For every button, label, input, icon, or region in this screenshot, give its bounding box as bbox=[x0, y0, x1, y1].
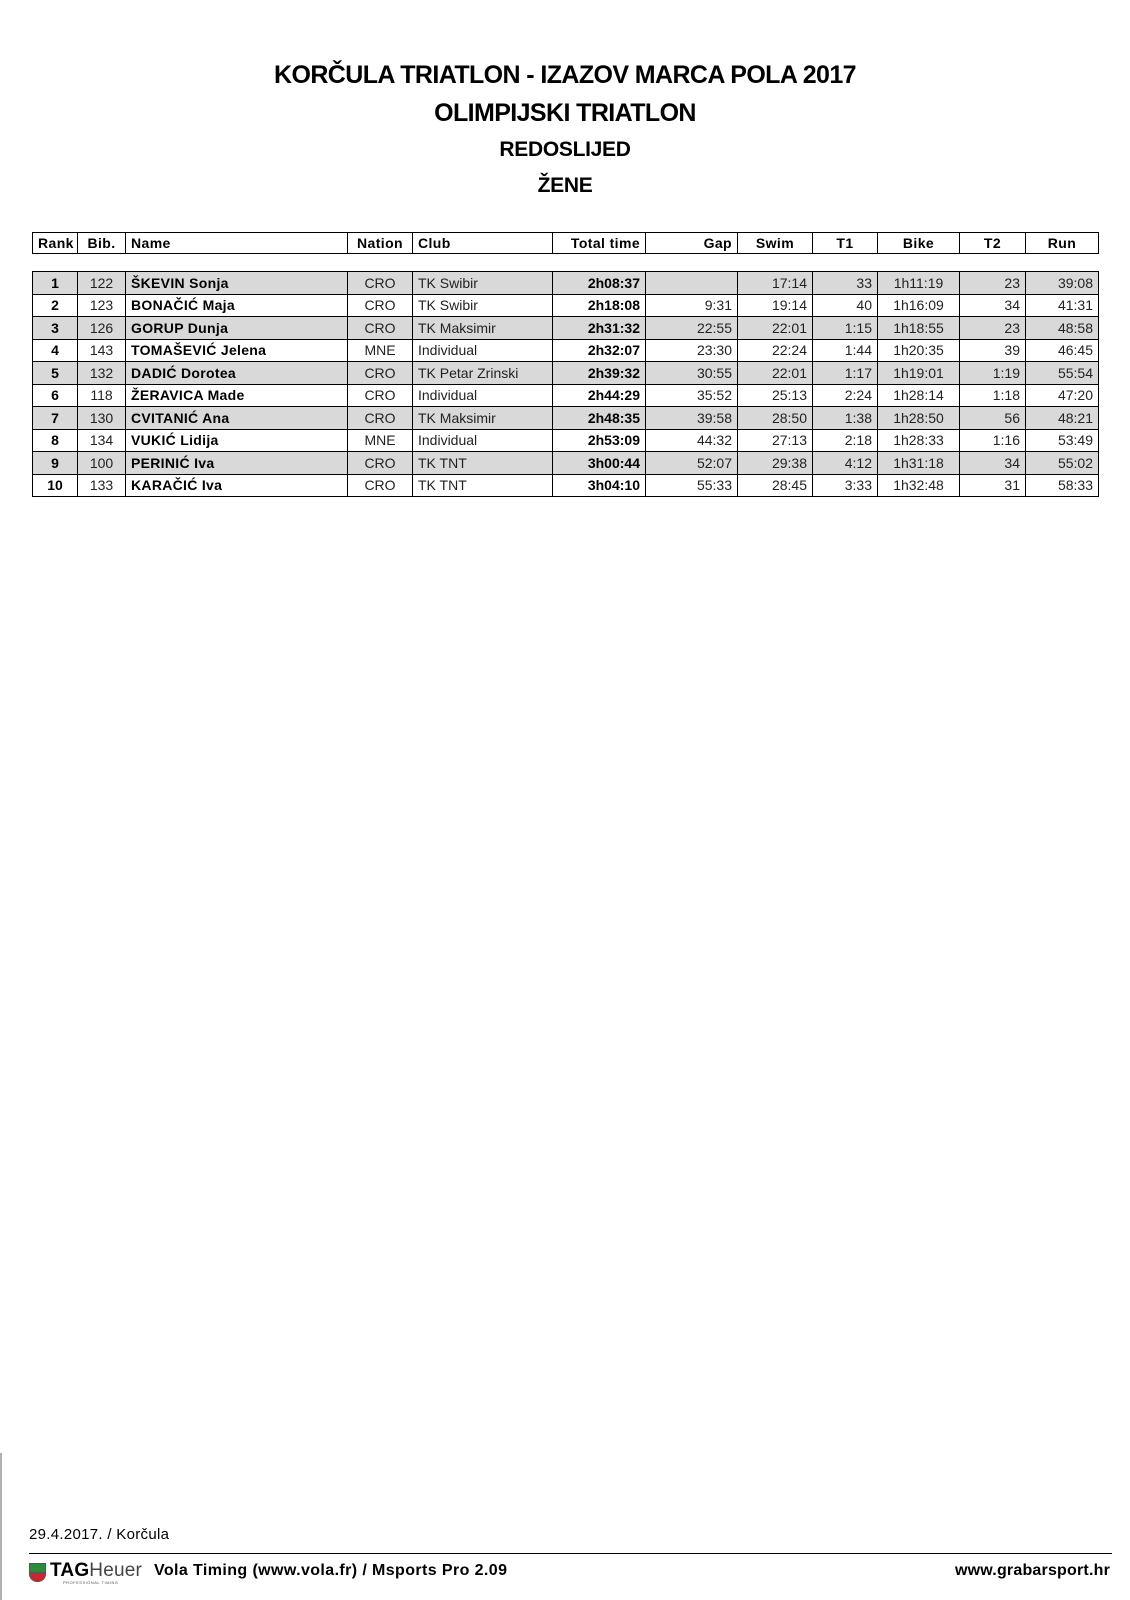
cell-rank: 10 bbox=[33, 474, 78, 497]
cell-swim: 22:01 bbox=[738, 362, 813, 385]
cell-total-time: 2h39:32 bbox=[553, 362, 646, 385]
cell-t1: 1:38 bbox=[813, 407, 878, 430]
page-edge-line bbox=[0, 1453, 2, 1600]
cell-rank: 2 bbox=[33, 294, 78, 317]
cell-run: 47:20 bbox=[1026, 384, 1099, 407]
cell-gap: 23:30 bbox=[646, 339, 738, 362]
cell-run: 41:31 bbox=[1026, 294, 1099, 317]
cell-swim: 22:01 bbox=[738, 317, 813, 340]
cell-t1: 40 bbox=[813, 294, 878, 317]
cell-t2: 1:19 bbox=[960, 362, 1026, 385]
cell-total-time: 3h00:44 bbox=[553, 452, 646, 475]
cell-t2: 31 bbox=[960, 474, 1026, 497]
cell-gap: 22:55 bbox=[646, 317, 738, 340]
cell-run: 48:21 bbox=[1026, 407, 1099, 430]
cell-bike: 1h28:33 bbox=[878, 429, 960, 452]
table-row bbox=[33, 317, 1099, 340]
cell-swim: 27:13 bbox=[738, 429, 813, 452]
cell-swim: 22:24 bbox=[738, 339, 813, 362]
tag-heuer-shield-icon bbox=[29, 1563, 46, 1583]
cell-bib: 133 bbox=[78, 474, 126, 497]
cell-nation: MNE bbox=[348, 429, 413, 452]
cell-t1: 4:12 bbox=[813, 452, 878, 475]
software-credit: Vola Timing (www.vola.fr) / Msports Pro 2.09 bbox=[154, 1562, 508, 1579]
col-rank: Rank bbox=[33, 233, 78, 254]
cell-nation: CRO bbox=[348, 384, 413, 407]
col-club: Club bbox=[413, 233, 553, 254]
col-run: Run bbox=[1026, 233, 1099, 254]
cell-t2: 23 bbox=[960, 272, 1026, 295]
cell-bike: 1h28:50 bbox=[878, 407, 960, 430]
cell-name: PERINIĆ Iva bbox=[126, 452, 348, 475]
cell-club: Individual bbox=[413, 429, 553, 452]
cell-bike: 1h32:48 bbox=[878, 474, 960, 497]
cell-name: BONAČIĆ Maja bbox=[126, 294, 348, 317]
cell-t1: 2:18 bbox=[813, 429, 878, 452]
cell-name: VUKIĆ Lidija bbox=[126, 429, 348, 452]
cell-swim: 28:50 bbox=[738, 407, 813, 430]
cell-gap: 52:07 bbox=[646, 452, 738, 475]
footer bbox=[29, 1558, 1112, 1588]
cell-total-time: 2h08:37 bbox=[553, 272, 646, 295]
cell-t1: 33 bbox=[813, 272, 878, 295]
cell-run: 55:54 bbox=[1026, 362, 1099, 385]
cell-bike: 1h20:35 bbox=[878, 339, 960, 362]
footer-divider bbox=[29, 1553, 1112, 1554]
col-total-time: Total time bbox=[553, 233, 646, 254]
cell-name: GORUP Dunja bbox=[126, 317, 348, 340]
cell-club: TK TNT bbox=[413, 452, 553, 475]
table-row bbox=[33, 452, 1099, 475]
col-gap: Gap bbox=[646, 233, 738, 254]
cell-name: DADIĆ Dorotea bbox=[126, 362, 348, 385]
event-title: KORČULA TRIATLON - IZAZOV MARCA POLA 2017 bbox=[274, 61, 856, 89]
table-row bbox=[33, 272, 1099, 295]
cell-t2: 23 bbox=[960, 317, 1026, 340]
cell-run: 55:02 bbox=[1026, 452, 1099, 475]
cell-gap: 44:32 bbox=[646, 429, 738, 452]
tag-heuer-logo bbox=[29, 1561, 153, 1589]
table-row bbox=[33, 294, 1099, 317]
cell-swim: 17:14 bbox=[738, 272, 813, 295]
cell-club: TK Swibir bbox=[413, 294, 553, 317]
cell-name: ŽERAVICA Made bbox=[126, 384, 348, 407]
cell-gap bbox=[646, 272, 738, 295]
cell-rank: 4 bbox=[33, 339, 78, 362]
table-row bbox=[33, 384, 1099, 407]
table-row bbox=[33, 407, 1099, 430]
cell-run: 46:45 bbox=[1026, 339, 1099, 362]
cell-bib: 134 bbox=[78, 429, 126, 452]
cell-gap: 30:55 bbox=[646, 362, 738, 385]
cell-bib: 122 bbox=[78, 272, 126, 295]
cell-rank: 8 bbox=[33, 429, 78, 452]
cell-t1: 2:24 bbox=[813, 384, 878, 407]
cell-t2: 39 bbox=[960, 339, 1026, 362]
website-link[interactable]: www.grabarsport.hr bbox=[954, 1562, 1110, 1579]
cell-run: 39:08 bbox=[1026, 272, 1099, 295]
cell-total-time: 2h48:35 bbox=[553, 407, 646, 430]
cell-nation: CRO bbox=[348, 272, 413, 295]
cell-club: Individual bbox=[413, 384, 553, 407]
cell-nation: CRO bbox=[348, 362, 413, 385]
cell-nation: CRO bbox=[348, 407, 413, 430]
cell-bike: 1h16:09 bbox=[878, 294, 960, 317]
cell-swim: 28:45 bbox=[738, 474, 813, 497]
cell-t2: 56 bbox=[960, 407, 1026, 430]
table-row bbox=[33, 474, 1099, 497]
col-bib: Bib. bbox=[78, 233, 126, 254]
cell-bike: 1h19:01 bbox=[878, 362, 960, 385]
cell-gap: 9:31 bbox=[646, 294, 738, 317]
results-table bbox=[32, 271, 1099, 497]
cell-bib: 143 bbox=[78, 339, 126, 362]
cell-rank: 7 bbox=[33, 407, 78, 430]
cell-bike: 1h18:55 bbox=[878, 317, 960, 340]
section-title: REDOSLIJED bbox=[499, 138, 631, 161]
cell-nation: CRO bbox=[348, 474, 413, 497]
header-row bbox=[33, 233, 1099, 254]
cell-club: Individual bbox=[413, 339, 553, 362]
cell-t2: 34 bbox=[960, 452, 1026, 475]
cell-total-time: 2h44:29 bbox=[553, 384, 646, 407]
document-header bbox=[0, 56, 1130, 204]
cell-bike: 1h31:18 bbox=[878, 452, 960, 475]
cell-rank: 1 bbox=[33, 272, 78, 295]
cell-rank: 5 bbox=[33, 362, 78, 385]
cell-gap: 39:58 bbox=[646, 407, 738, 430]
cell-bike: 1h28:14 bbox=[878, 384, 960, 407]
cell-bib: 100 bbox=[78, 452, 126, 475]
cell-club: TK TNT bbox=[413, 474, 553, 497]
cell-nation: MNE bbox=[348, 339, 413, 362]
cell-t1: 1:17 bbox=[813, 362, 878, 385]
cell-total-time: 2h32:07 bbox=[553, 339, 646, 362]
cell-total-time: 3h04:10 bbox=[553, 474, 646, 497]
cell-run: 58:33 bbox=[1026, 474, 1099, 497]
cell-rank: 9 bbox=[33, 452, 78, 475]
cell-club: TK Maksimir bbox=[413, 407, 553, 430]
col-name: Name bbox=[126, 233, 348, 254]
cell-t2: 1:18 bbox=[960, 384, 1026, 407]
table-row bbox=[33, 362, 1099, 385]
cell-name: ŠKEVIN Sonja bbox=[126, 272, 348, 295]
cell-t1: 1:44 bbox=[813, 339, 878, 362]
cell-t2: 34 bbox=[960, 294, 1026, 317]
cell-name: CVITANIĆ Ana bbox=[126, 407, 348, 430]
cell-total-time: 2h31:32 bbox=[553, 317, 646, 340]
col-bike: Bike bbox=[878, 233, 960, 254]
category-title: ŽENE bbox=[537, 174, 593, 197]
footer-date-place: 29.4.2017. / Korčula bbox=[29, 1526, 170, 1543]
logo-wordmark: TAGHeuer bbox=[50, 1560, 143, 1581]
cell-swim: 25:13 bbox=[738, 384, 813, 407]
col-t1: T1 bbox=[813, 233, 878, 254]
logo-subtitle: PROFESSIONAL TIMING bbox=[63, 1580, 119, 1585]
cell-name: KARAČIĆ Iva bbox=[126, 474, 348, 497]
col-t2: T2 bbox=[960, 233, 1026, 254]
cell-club: TK Swibir bbox=[413, 272, 553, 295]
cell-t1: 3:33 bbox=[813, 474, 878, 497]
table-row bbox=[33, 429, 1099, 452]
cell-club: TK Petar Zrinski bbox=[413, 362, 553, 385]
cell-name: TOMAŠEVIĆ Jelena bbox=[126, 339, 348, 362]
cell-bib: 126 bbox=[78, 317, 126, 340]
cell-rank: 3 bbox=[33, 317, 78, 340]
cell-bib: 130 bbox=[78, 407, 126, 430]
cell-gap: 55:33 bbox=[646, 474, 738, 497]
cell-total-time: 2h53:09 bbox=[553, 429, 646, 452]
cell-run: 53:49 bbox=[1026, 429, 1099, 452]
cell-bib: 123 bbox=[78, 294, 126, 317]
cell-club: TK Maksimir bbox=[413, 317, 553, 340]
cell-rank: 6 bbox=[33, 384, 78, 407]
cell-nation: CRO bbox=[348, 294, 413, 317]
cell-bike: 1h11:19 bbox=[878, 272, 960, 295]
cell-swim: 29:38 bbox=[738, 452, 813, 475]
race-subtitle: OLIMPIJSKI TRIATLON bbox=[434, 99, 696, 127]
cell-total-time: 2h18:08 bbox=[553, 294, 646, 317]
cell-swim: 19:14 bbox=[738, 294, 813, 317]
cell-t2: 1:16 bbox=[960, 429, 1026, 452]
col-swim: Swim bbox=[738, 233, 813, 254]
cell-gap: 35:52 bbox=[646, 384, 738, 407]
cell-nation: CRO bbox=[348, 317, 413, 340]
results-table-header bbox=[32, 232, 1099, 254]
cell-bib: 118 bbox=[78, 384, 126, 407]
cell-run: 48:58 bbox=[1026, 317, 1099, 340]
cell-nation: CRO bbox=[348, 452, 413, 475]
cell-t1: 1:15 bbox=[813, 317, 878, 340]
cell-bib: 132 bbox=[78, 362, 126, 385]
col-nation: Nation bbox=[348, 233, 413, 254]
table-row bbox=[33, 339, 1099, 362]
